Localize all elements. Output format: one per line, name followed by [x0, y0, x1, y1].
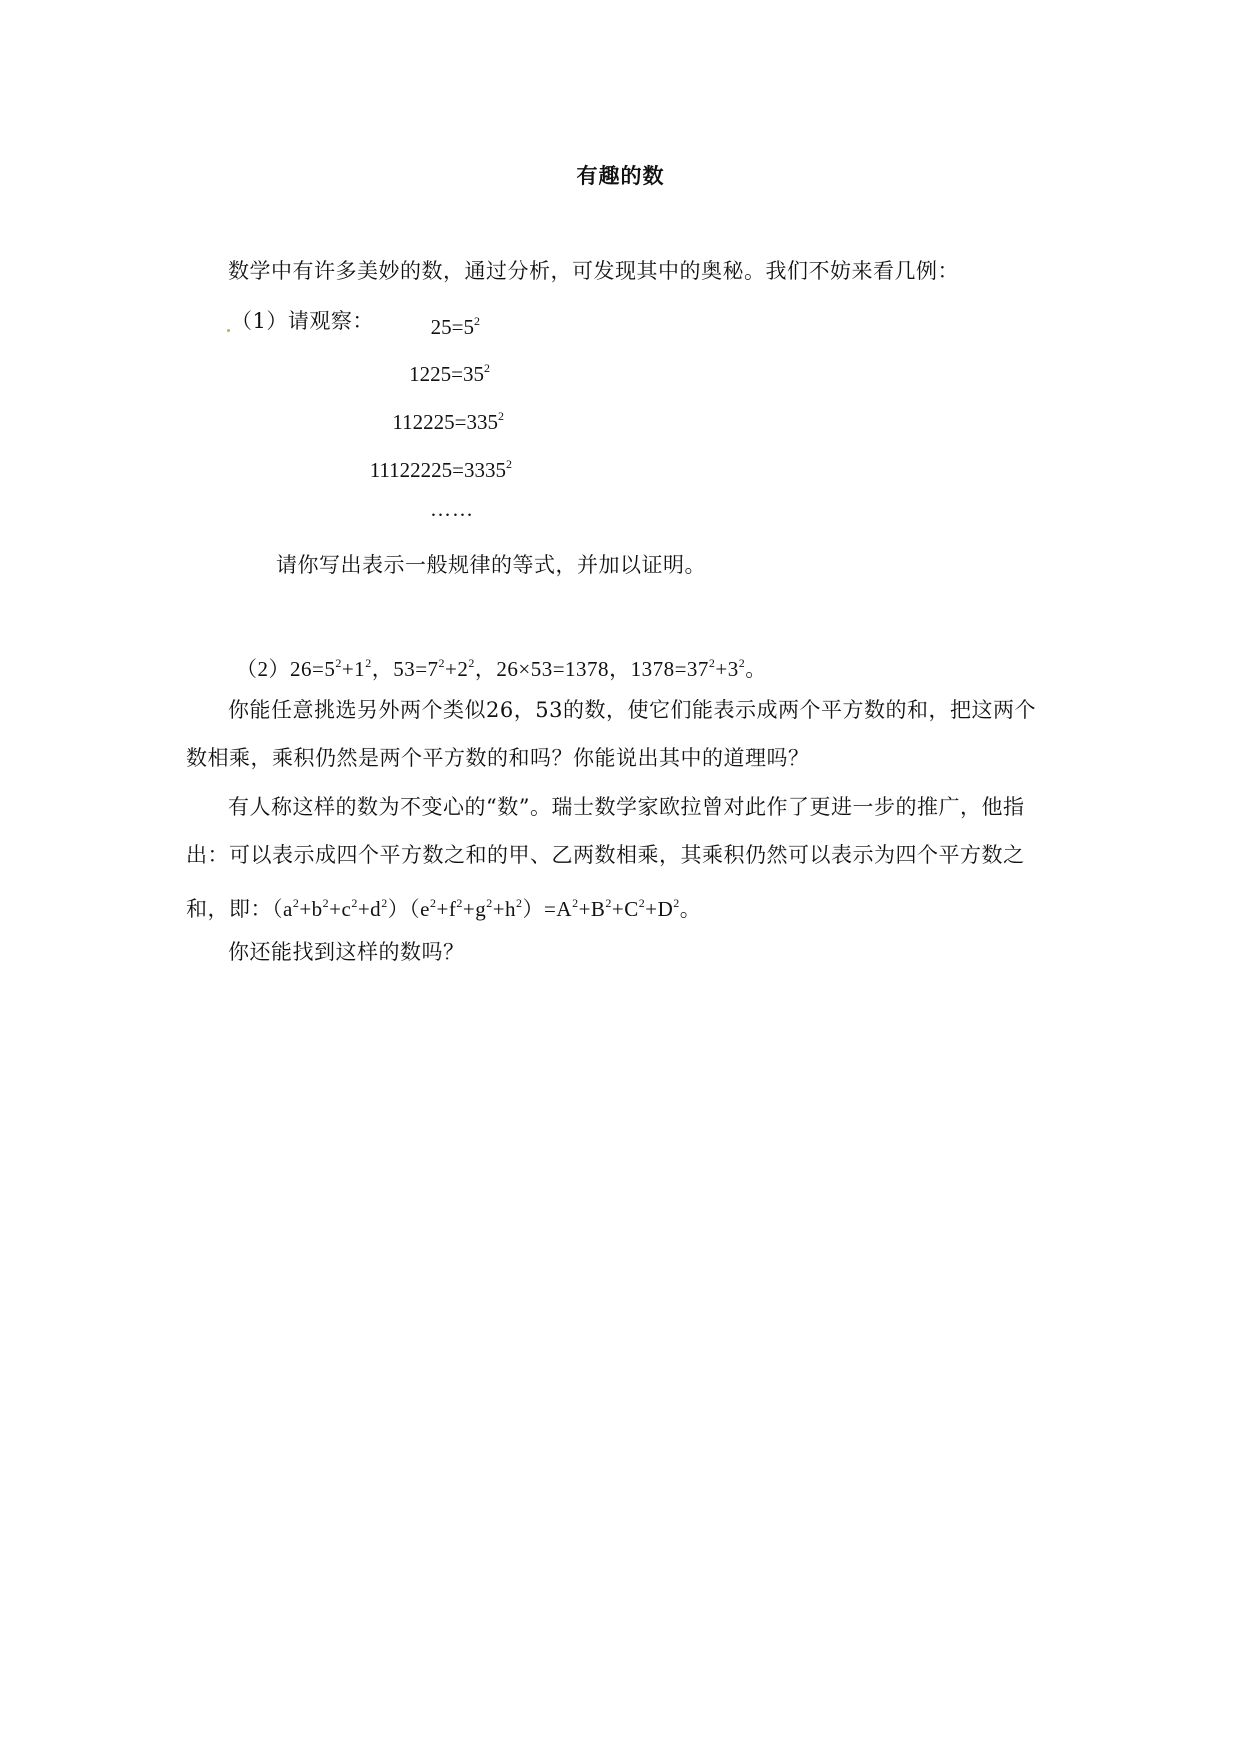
part2-equations: [236, 648, 767, 684]
equation-4-text: 11122225=3335: [369, 458, 506, 482]
f11: +C: [611, 897, 639, 921]
separator: ，: [371, 657, 394, 681]
eq-a-exp: 2: [335, 656, 342, 670]
f6: +f: [436, 897, 457, 921]
paragraph-1-line-1: 你能任意挑选另外两个类似26，53的数，使它们能表示成两个平方数的和，把这两个: [228, 698, 1036, 722]
intro-paragraph: 数学中有许多美妙的数，通过分析，可发现其中的奥秘。我们不妨来看几例：: [228, 259, 959, 283]
f1: （a: [272, 897, 293, 921]
ellipsis: ……: [430, 497, 474, 521]
exp: 2: [572, 896, 579, 910]
paragraph-2-line-2: 出：可以表示成四个平方数之和的甲、乙两数相乘，其乘积仍然可以表示为四个平方数之: [186, 843, 1025, 867]
paragraph-1-line-2: 数相乘，乘积仍然是两个平方数的和吗？你能说出其中的道理吗？: [186, 746, 810, 770]
part1-label-text: （1）请观察：: [231, 309, 374, 333]
exp: 2: [430, 896, 437, 910]
paragraph-2-line-1: 有人称这样的数为不变心的“数”。瑞士数学家欧拉曾对此作了更进一步的推广，他指: [228, 795, 1025, 819]
eq-d: 1378=37: [630, 657, 709, 681]
exp: 2: [292, 896, 300, 910]
eq-a2: +1: [341, 657, 366, 681]
exp: 2: [351, 896, 358, 910]
final-question: 你还能找到这样的数吗？: [228, 940, 465, 964]
equation-1-exponent: 2: [474, 314, 480, 328]
equation-2-exponent: 2: [484, 361, 490, 375]
equation-3-exponent: 2: [498, 409, 504, 423]
equation-3-text: 112225=335: [392, 410, 498, 434]
exp: 2: [516, 896, 523, 910]
mark-dot: [227, 329, 230, 332]
part2-label: （2）: [236, 657, 290, 681]
separator: ，: [474, 657, 497, 681]
paragraph-2-line-3: [186, 888, 701, 924]
f9: ）=A: [522, 897, 573, 921]
exp: 2: [322, 896, 330, 910]
part1-question: 请你写出表示一般规律的等式，并加以证明。: [276, 553, 706, 577]
period: 。: [745, 657, 767, 681]
eq-b: 53=7: [393, 657, 439, 681]
equation-2: [340, 353, 490, 389]
exp: 2: [673, 896, 680, 910]
exp: 2: [605, 896, 612, 910]
eq-b-exp: 2: [438, 656, 446, 670]
eq-d2: +3: [715, 657, 739, 681]
eq-a: 26=5: [290, 657, 336, 681]
eq-d-exp: 2: [708, 656, 716, 670]
formula-prefix: 和，即：: [186, 897, 272, 921]
equation-4-exponent: 2: [506, 457, 512, 471]
eq-b2-exp: 2: [468, 656, 475, 670]
part1-label: [226, 306, 374, 336]
equation-1: [380, 306, 480, 342]
exp: 2: [638, 896, 646, 910]
f7: +g: [462, 897, 487, 921]
eq-d2-exp: 2: [738, 656, 746, 670]
separator: ，: [609, 657, 631, 681]
f5: ）（e: [387, 897, 431, 921]
eq-c: 26×53=1378: [496, 657, 610, 681]
f8: +h: [492, 897, 517, 921]
f10: +B: [578, 897, 606, 921]
page-title: 有趣的数: [576, 164, 665, 188]
eq-a2-exp: 2: [365, 656, 372, 670]
period: 。: [679, 897, 702, 921]
f2: +b: [299, 897, 323, 921]
f12: +D: [645, 897, 674, 921]
equation-2-text: 1225=35: [409, 362, 484, 386]
eq-b2: +2: [445, 657, 469, 681]
equation-4: [300, 449, 512, 485]
equation-1-text: 25=5: [430, 315, 474, 339]
f3: +c: [329, 897, 352, 921]
equation-3: [320, 401, 504, 437]
exp: 2: [381, 896, 388, 910]
euler-formula: [272, 897, 701, 921]
exp: 2: [456, 896, 463, 910]
f4: +d: [357, 897, 382, 921]
exp: 2: [486, 896, 493, 910]
